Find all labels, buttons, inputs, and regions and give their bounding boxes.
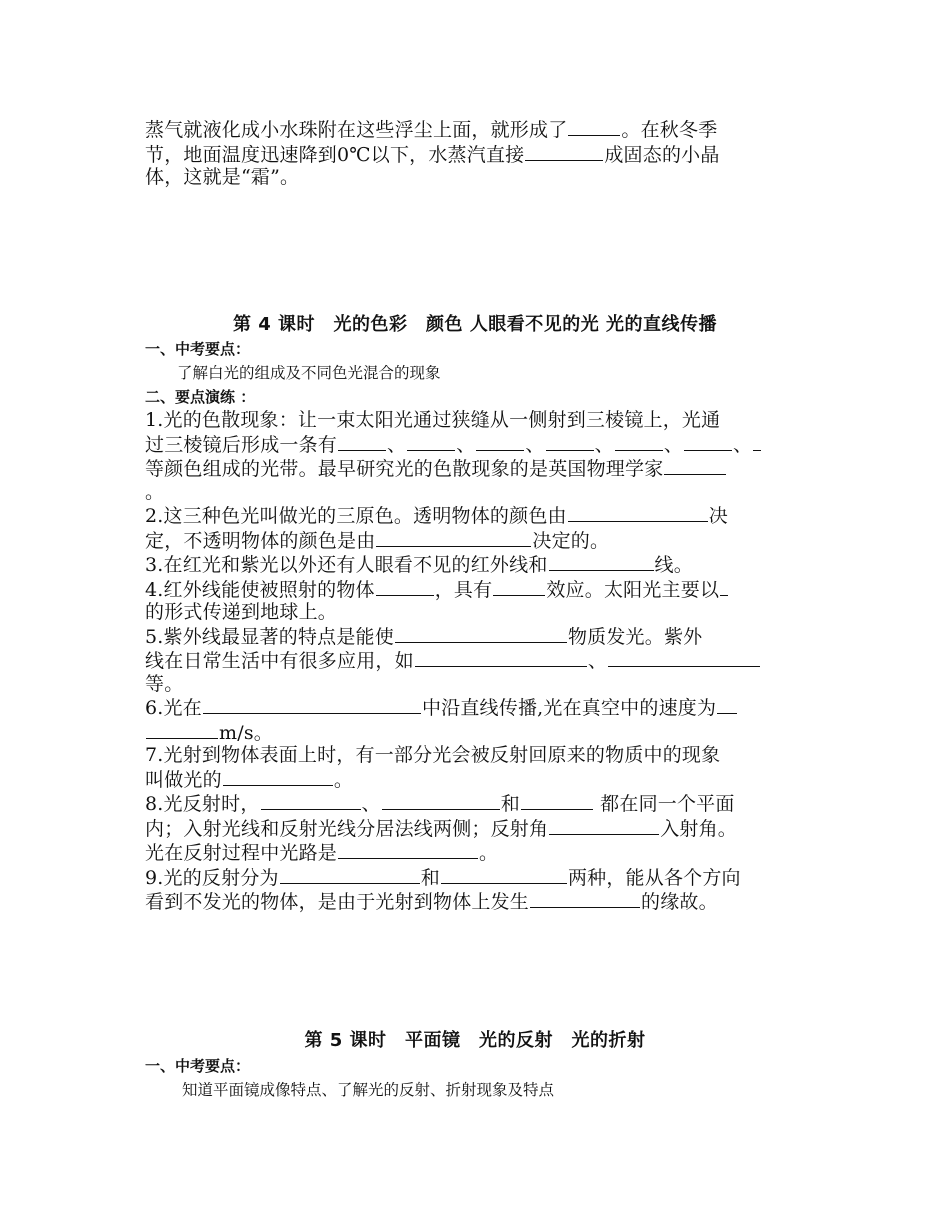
lesson5-title: 第 5 课时 平面镜 光的反射 光的折射: [304, 1030, 646, 1051]
intro-text: 体，这就是“霜”。: [145, 166, 300, 188]
separator: 、: [733, 433, 753, 456]
color-blank[interactable]: [407, 432, 455, 451]
q4-text: 的形式传递到地球上。: [145, 601, 338, 623]
separator: 、: [663, 433, 684, 456]
q1-text: 。: [145, 480, 165, 503]
lesson4-section1-label: 一、中考要点：: [145, 340, 251, 358]
answer-blank[interactable]: [382, 791, 500, 810]
q5-text: 线在日常生活中有很多应用，如: [145, 650, 414, 672]
answer-blank[interactable]: [493, 577, 545, 596]
answer-blank[interactable]: [415, 648, 587, 667]
q5-text: 、: [587, 650, 608, 672]
separator: 、: [456, 433, 476, 456]
answer-blank[interactable]: [549, 552, 654, 571]
color-blank[interactable]: [753, 432, 761, 451]
answer-blank[interactable]: [549, 816, 659, 835]
color-blank[interactable]: [476, 432, 524, 451]
answer-blank[interactable]: [261, 791, 361, 810]
answer-blank[interactable]: [395, 624, 567, 643]
q8-text: 光在反射过程中光路是: [145, 842, 338, 864]
answer-blank[interactable]: [525, 142, 603, 161]
answer-blank[interactable]: [568, 503, 708, 522]
separator: 、: [594, 433, 614, 456]
question-7: [145, 744, 807, 791]
q5-text: 5.紫外线最显著的特点是能使: [145, 625, 394, 648]
intro-text: 。在秋冬季: [621, 119, 718, 141]
q2-text: 2.这三种色光叫做光的三原色。透明物体的颜色由: [145, 505, 567, 527]
intro-text: 成固态的小晶: [604, 143, 720, 166]
q3-text: 3.在红光和紫光以外还有人眼看不见的红外线和: [145, 554, 548, 576]
q9-text: 的缘故。: [641, 891, 718, 913]
answer-blank[interactable]: [338, 840, 478, 859]
question-4: [145, 577, 807, 624]
color-blank[interactable]: [546, 432, 594, 451]
q9-text: 9.光的反射分为: [145, 866, 279, 889]
question-5: [145, 624, 807, 696]
answer-blank[interactable]: [521, 791, 593, 810]
answer-blank[interactable]: [223, 767, 333, 786]
question-8: [145, 791, 807, 865]
q7-text: 7.光射到物体表面上时，有一部分光会被反射回原来的物质中的现象: [145, 744, 721, 766]
answer-blank[interactable]: [530, 889, 640, 908]
answer-blank[interactable]: [376, 528, 531, 547]
answer-blank[interactable]: [720, 577, 728, 596]
q8-text: 、: [361, 793, 381, 815]
q8-text: 。: [479, 842, 499, 864]
q2-text: 决定的。: [532, 529, 610, 552]
q8-text: 都在同一个平面: [593, 793, 735, 815]
q8-text: 内；入射光线和反射光线分居法线两侧；反射角: [145, 817, 549, 840]
answer-blank[interactable]: [568, 117, 620, 136]
lesson4-title: 第 4 课时 光的色彩 颜色 人眼看不见的光 光的直线传播: [232, 314, 718, 335]
answer-blank[interactable]: [608, 648, 760, 667]
question-9: [145, 865, 807, 914]
question-2: [145, 503, 807, 552]
intro-text: 节，地面温度迅速降到0℃以下，水蒸汽直接: [145, 143, 525, 166]
q1-text: 1.光的色散现象：让一束太阳光通过狭缝从一侧射到三棱镜上，光通: [145, 409, 721, 431]
physicist-blank[interactable]: [664, 456, 726, 475]
lesson4-questions: [145, 409, 807, 914]
color-blank[interactable]: [338, 432, 386, 451]
intro-paragraph: [145, 117, 807, 189]
answer-blank[interactable]: [376, 577, 434, 596]
q8-text: 8.光反射时，: [145, 793, 260, 815]
color-blank[interactable]: [684, 432, 732, 451]
answer-blank[interactable]: [280, 865, 420, 884]
q6-text: 6.光在: [145, 697, 202, 719]
lesson5-section1-text: 知道平面镜成像特点、了解光的反射、折射现象及特点: [182, 1081, 555, 1099]
q8-text: 和: [500, 793, 520, 815]
q9-text: 看到不发光的物体，是由于光射到物体上发生: [145, 891, 530, 913]
q2-text: 决: [708, 505, 728, 527]
question-1: [145, 409, 807, 503]
q4-text: ，具有: [434, 578, 493, 601]
lesson5-section1-label: 一、中考要点：: [145, 1057, 251, 1075]
answer-blank[interactable]: [146, 720, 218, 739]
lesson4-section1-text: 了解白光的组成及不同色光混合的现象: [177, 364, 441, 382]
q2-text: 定，不透明物体的颜色是由: [145, 529, 376, 552]
separator: 、: [387, 433, 407, 456]
q6-text: m/s。: [219, 721, 273, 744]
q6-text: 中沿直线传播,光在真空中的速度为: [421, 697, 717, 719]
q7-text: 。: [333, 768, 354, 791]
question-6: [145, 695, 807, 744]
q4-text: 效应。太阳光主要以: [546, 578, 720, 601]
q1-text: 过三棱镜后形成一条有: [145, 433, 338, 456]
q4-text: 4.红外线能使被照射的物体: [145, 578, 375, 601]
question-3: [145, 552, 807, 577]
q7-text: 叫做光的: [145, 768, 222, 791]
q9-text: 和: [420, 866, 440, 889]
answer-blank[interactable]: [203, 695, 421, 714]
answer-blank[interactable]: [441, 865, 567, 884]
color-blank[interactable]: [615, 432, 663, 451]
q3-text: 线。: [654, 554, 693, 576]
q5-text: 等。: [145, 672, 184, 695]
intro-text: 蒸气就液化成小水珠附在这些浮尘上面，就形成了: [145, 119, 568, 141]
q5-text: 物质发光。紫外: [567, 625, 703, 648]
separator: 、: [525, 433, 545, 456]
answer-blank[interactable]: [717, 695, 737, 714]
lesson4-section2-label: 二、要点演练 ：: [145, 388, 256, 406]
q9-text: 两种，能从各个方向: [567, 866, 741, 889]
q8-text: 入射角。: [660, 817, 738, 840]
q1-text: 等颜色组成的光带。最早研究光的色散现象的是英国物理学家: [145, 458, 664, 480]
